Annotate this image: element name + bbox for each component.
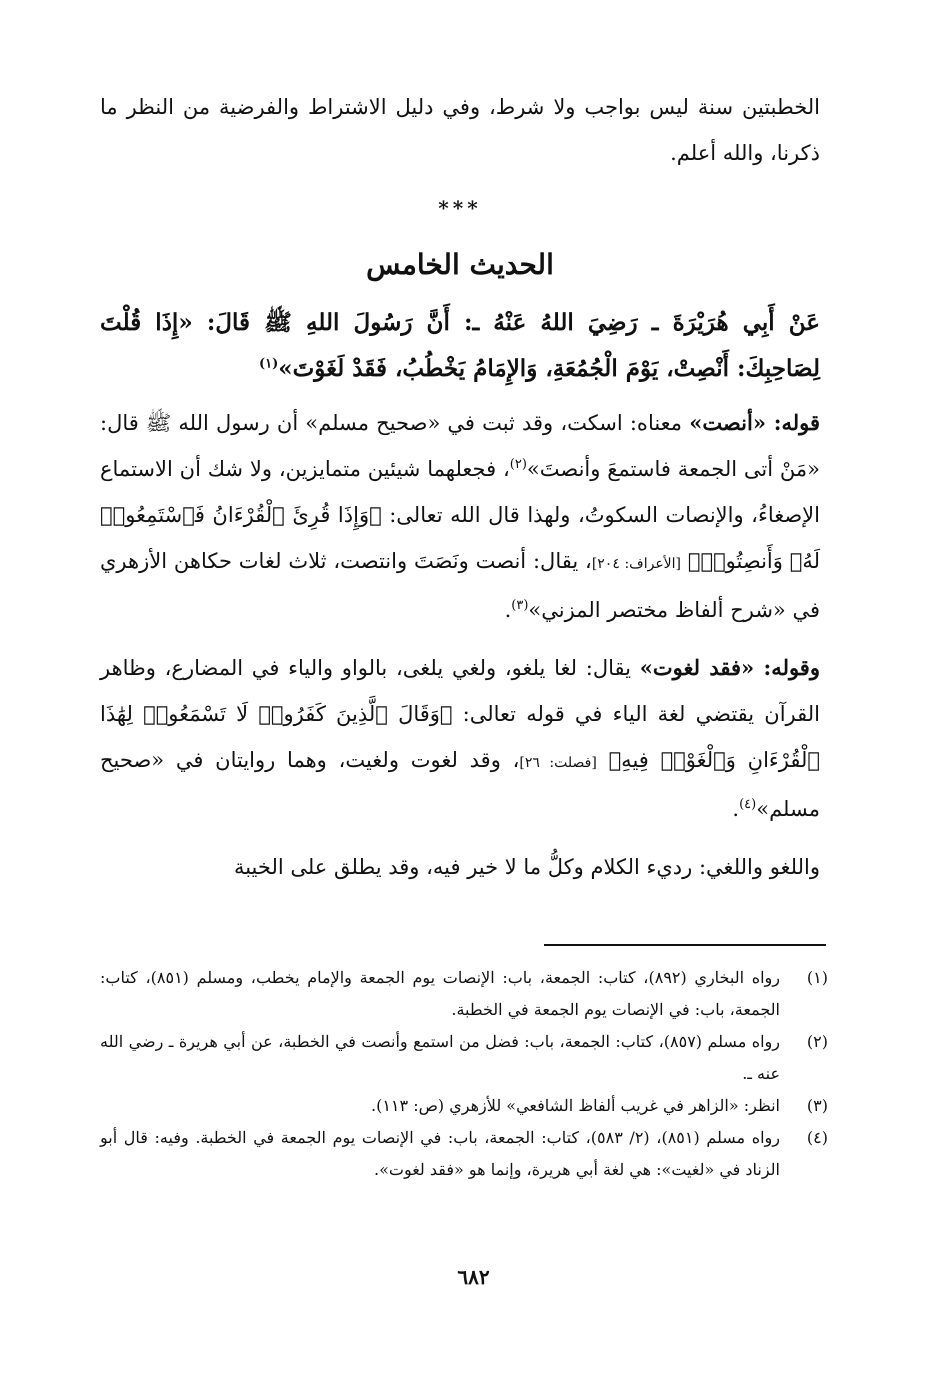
- paragraph-end: .: [732, 797, 740, 821]
- footnote: [100, 1090, 828, 1122]
- footnote-number: (٤): [806, 1128, 828, 1147]
- paragraph-lead: وقوله: «فقد لغوت»: [639, 655, 820, 680]
- footnote: [100, 1026, 828, 1090]
- footnote-divider: [544, 944, 826, 946]
- quran-citation: [فصلت: ٢٦]: [519, 755, 597, 771]
- page-body: [100, 84, 820, 890]
- paragraph-text: يقال: لغا يلغو، ولغي يلغى، بالواو والياء في المضارع، وظاهر القرآن يقتضي لغة الياء في قوله تعالى: ﴿وَقَالَ ٱلَّذِينَ كَفَرُوا۟ لَا تَسْمَعُوا۟ لِهَٰذَا ٱلْقُرْءَانِ وَٱلْغَوْا۟ فِيهِ﴾: [100, 656, 820, 772]
- paragraph-text: معناه: اسكت، وقد ثبت في «صحيح مسلم» أن رسول الله ﷺ قال: «مَنْ أتى الجمعة فاستمعَ وأنصتَ»: [100, 411, 820, 481]
- commentary-paragraph: [100, 645, 820, 832]
- footnote-number: (٢): [806, 1032, 828, 1051]
- section-title: الحديث الخامس: [366, 248, 554, 281]
- paragraph-text: ، وقد لغوت ولغيت، وهما روايتان في «صحيح مسلم»: [100, 748, 820, 821]
- section-separator: ***: [438, 196, 482, 220]
- paragraph-end: .: [504, 598, 512, 622]
- footnote-text: انظر: «الزاهر في غريب ألفاظ الشافعي» للأزهري (ص: ١١٣).: [371, 1096, 780, 1115]
- footnote-ref: (١): [258, 356, 279, 372]
- footnote-text: رواه البخاري (٨٩٢)، كتاب: الجمعة، باب: الإنصات يوم الجمعة والإمام يخطب، ومسلم (٨٥١)، كتاب: الجمعة، باب: في الإنصات يوم الجمعة في الخطبة.: [100, 968, 781, 1019]
- footnote-text: رواه مسلم (٨٥١)، (٢/ ٥٨٣)، كتاب: الجمعة، باب: في الإنصات يوم الجمعة في الخطبة. وفيه: قال أبو الزناد في «لغيت»: هي لغة أبي هريرة، وإنما هو «فقد لغوت».: [100, 1128, 781, 1179]
- hadith-body: عَنْ أَبِي هُرَيْرَةَ ـ رَضِيَ اللهُ عَنْهُ ـ: أَنَّ رَسُولَ اللهِ ﷺ قَالَ: «إِذَا قُلْتَ لِصَاحِبِكَ: أَنْصِتْ، يَوْمَ الْجُمُعَةِ، وَالإِمَامُ يَخْطُبُ، فَقَدْ لَغَوْتَ»: [100, 309, 820, 382]
- footnote-ref: (٣): [511, 598, 529, 613]
- footnotes: [100, 962, 828, 1186]
- footnote: [100, 962, 828, 1026]
- top-paragraph: الخطبتين سنة ليس بواجب ولا شرط، وفي دليل الاشتراط والفرضية من النظر ما ذكرنا، والله أعلم.: [100, 95, 820, 165]
- footnote-number: (١): [806, 968, 828, 987]
- paragraph-text: ، يقال: أنصت ونَصَتَ وانتصت، ثلاث لغات حكاهن الأزهري في «شرح ألفاظ مختصر المزني»: [100, 549, 820, 622]
- commentary-paragraph: [100, 400, 820, 633]
- footnote-number: (٣): [806, 1096, 828, 1115]
- paragraph-text: ، فجعلهما شيئين متمايزين، ولا شك أن الاستماع الإصغاءُ، والإنصات السكوتُ، ولهذا قال الله تعالى: ﴿وَإِذَا قُرِئَ ٱلْقُرْءَانُ فَٱسْتَمِعُوا۟ لَهُۥ وَأَنصِتُوا۟﴾: [100, 457, 821, 573]
- hadith-text: [100, 300, 820, 392]
- footnote-ref: (٤): [739, 797, 757, 812]
- footnote-ref: (٢): [509, 457, 527, 472]
- footnote-text: رواه مسلم (٨٥٧)، كتاب: الجمعة، باب: فضل من استمع وأنصت في الخطبة، عن أبي هريرة ـ رضي الله عنه ـ.: [100, 1032, 781, 1083]
- page-number: ٦٨٢: [457, 1265, 490, 1289]
- paragraph-lead: قوله: «أنصت»: [689, 410, 821, 435]
- quran-citation: [الأعراف: ٢٠٤]: [591, 556, 682, 572]
- commentary-paragraph: واللغو واللغي: رديء الكلام وكلُّ ما لا خير فيه، وقد يطلق على الخيبة: [233, 855, 820, 879]
- footnote: [100, 1122, 828, 1186]
